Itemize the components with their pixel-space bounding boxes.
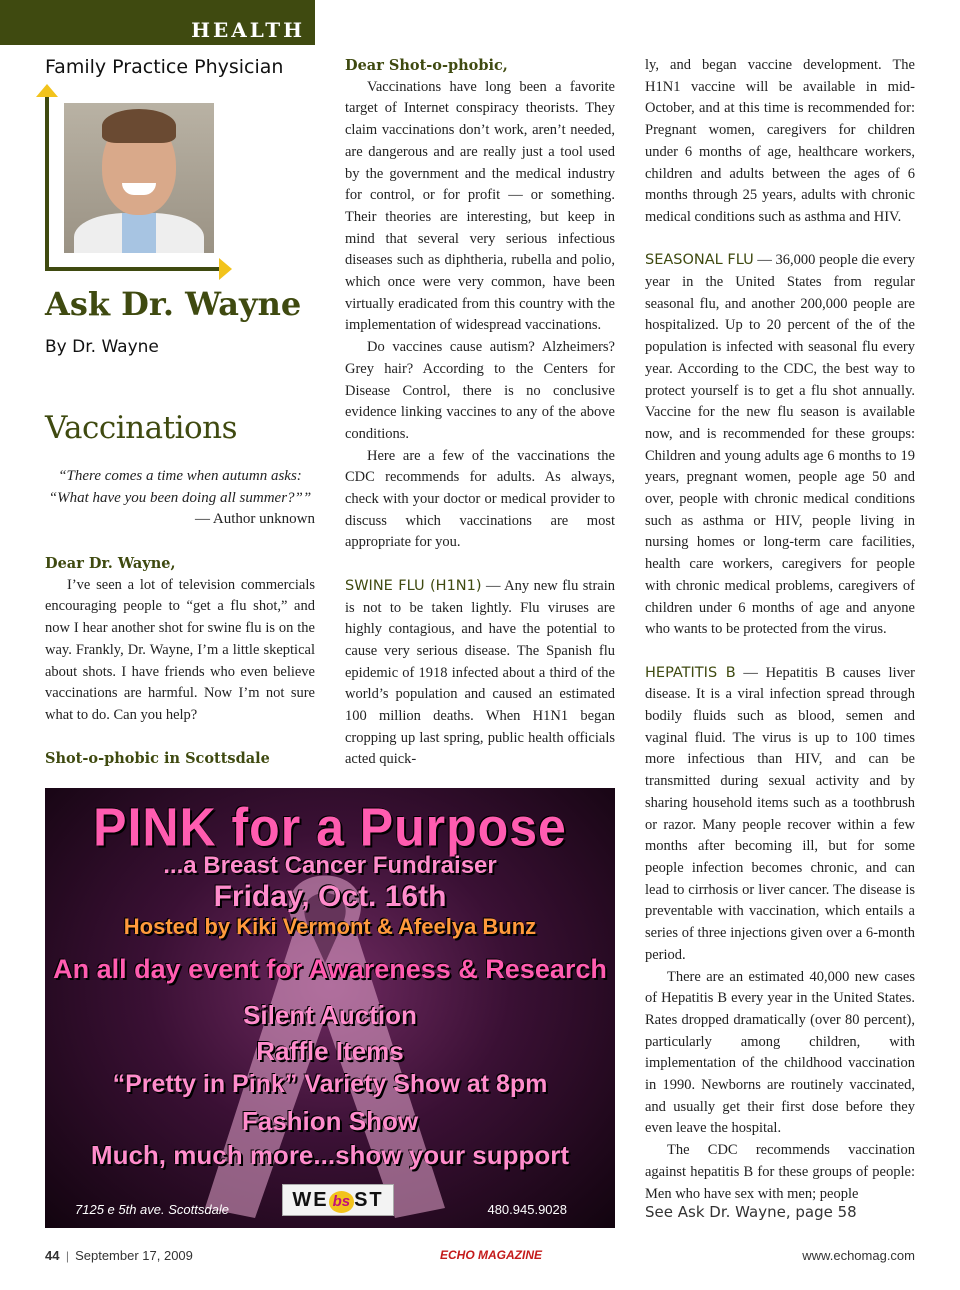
letter-signoff: Shot-o-phobic in Scottsdale bbox=[45, 749, 270, 767]
logo-right: ST bbox=[354, 1189, 384, 1211]
hepatitis-b-paragraph bbox=[645, 663, 915, 967]
ad-item: Much, much more...show your support bbox=[90, 1140, 570, 1170]
page-number: 44 bbox=[45, 1248, 60, 1263]
swine-flu-heading: SWINE FLU (H1N1) bbox=[345, 577, 482, 594]
quote-text: “There comes a time when autumn asks: “What have you been doing all summer?”” bbox=[48, 468, 312, 506]
website-link[interactable]: www.echomag.com bbox=[802, 1248, 915, 1263]
swine-flu-paragraph bbox=[345, 576, 615, 771]
letter-salutation: Dear Dr. Wayne, bbox=[45, 555, 176, 572]
swine-flu-text-part: — Any new flu strain is not to be taken lightly. Flu viruses are highly contagious, and have the potential to cause very serious disease. The Spanish flu epidemic of 1918 infected about a third of the world’s population and caused an estimated 100 million deaths. When H1N1 began cropping up last spring, public health officials acted quick- bbox=[345, 577, 616, 768]
reply-paragraph-3: Here are a few of the vaccinations the CDC recommends for adults. As always, check with your doctor or medical provider to discuss which vaccinations are most appropriate for you. bbox=[345, 447, 615, 551]
venue-logo bbox=[282, 1184, 394, 1216]
logo-mid: bs bbox=[329, 1191, 355, 1213]
reply-salutation: Dear Shot-o-phobic, bbox=[345, 57, 508, 74]
topic-heading: Vaccinations bbox=[45, 410, 238, 446]
author-photo-frame bbox=[45, 96, 230, 271]
logo-left: WE bbox=[292, 1189, 329, 1211]
section-tag: HEALTH bbox=[0, 0, 315, 45]
author-headshot bbox=[64, 103, 214, 253]
seasonal-flu-heading: SEASONAL FLU bbox=[645, 252, 754, 269]
ad-item: Silent Auction bbox=[243, 1000, 417, 1030]
fundraiser-advertisement bbox=[45, 788, 615, 1228]
seasonal-flu-text: — 36,000 people die every year in the United States from regular seasonal flu, and another 200,000 people are hospitalized. Up to 20 percent of the of the population is infected with seasonal flu every year. According to the CDC, the best way to protect yourself is to get a flu shot annually. Vaccine for the new flu season is available now, and is recommended for these groups: Children and young adults age 6 months to 19 years, pregnant women, people age 50 and over, people with chronic medical conditions such as asthma or HIV, people living in nursing homes or long-term care facilities, health care workers, caregivers for people with chronic medical problems, caregivers of children under 6 months of age and anyone who wants to be protected from the virus. bbox=[645, 252, 915, 638]
headshot-shirt bbox=[122, 213, 156, 253]
reply-column-2 bbox=[645, 55, 915, 1205]
frame-vertical-line bbox=[45, 96, 49, 271]
byline: By Dr. Wayne bbox=[45, 337, 159, 357]
ad-subtitle: ...a Breast Cancer Fundraiser bbox=[163, 852, 497, 879]
ad-phone: 480.945.9028 bbox=[487, 1202, 567, 1217]
letter-column bbox=[45, 553, 315, 769]
reply-paragraph-1: Vaccinations have long been a favorite target of Internet conspiracy theorists. They claim vaccinations don’t work, aren’t needed, are dangerous and are really just a tool used by the government and the medical industry for control, or for profit — or something. Their theories are interesting, but keep in mind that several very serious infectious diseases such as diphtheria, rubella and polio, which once were very common, have been virtually eradicated from this country with the implementation of widespread vaccinations. bbox=[345, 78, 615, 334]
hepatitis-b-heading: HEPATITIS B bbox=[645, 664, 736, 681]
hepatitis-b-paragraph-2: There are an estimated 40,000 new cases of Hepatitis B every year in the United States. Rates dropped dramatically (over 80 percent), particularly among children, with implementation of the childhood vaccination in 1990. Newborns are routinely vaccinated, and usually get their first dose before they even leave the hospital. bbox=[645, 968, 915, 1137]
page-footer bbox=[45, 1248, 915, 1268]
issue-date: September 17, 2009 bbox=[75, 1248, 193, 1263]
letter-body: I’ve seen a lot of television commercials encouraging people to “get a flu shot,” and now I hear another shot for swine flu is on the way. Frankly, Dr. Wayne, I’m a little skeptical about shots. I have friends who even believe vaccinations are harmful. Now I’m not sure what to do. Can you help? bbox=[45, 576, 315, 723]
ad-address: 7125 e 5th ave. Scottsdale bbox=[75, 1202, 229, 1217]
headshot-hair bbox=[102, 109, 176, 143]
epigraph-quote bbox=[45, 466, 315, 531]
continued-link[interactable]: See Ask Dr. Wayne, page 58 bbox=[645, 1203, 857, 1221]
ad-event: An all day event for Awareness & Research bbox=[53, 954, 607, 984]
quote-attribution: — Author unknown bbox=[195, 511, 315, 528]
ad-date: Friday, Oct. 16th bbox=[213, 880, 447, 913]
ad-item: Fashion Show bbox=[241, 1106, 419, 1136]
reply-paragraph-2: Do vaccines cause autism? Alzheimers? Grey hair? According to the Centers for Disease Control, there is no conclusive evidence linking vaccines to any of the above conditions. bbox=[345, 339, 615, 442]
magazine-name: ECHO MAGAZINE bbox=[440, 1248, 542, 1262]
arrow-right-icon bbox=[219, 258, 232, 280]
reply-column-1 bbox=[345, 55, 615, 771]
hepatitis-b-text: — Hepatitis B causes liver disease. It is a viral infection spread through bodily fluids such as blood, semen and vaginal fluid. The virus is up to 100 times more infectious than HIV, and can be transmitted during sexual activity and by sharing household items such as a toothbrush or razor. Many people recover within a few months after becoming ill, but for some people infection becomes chronic, and can lead to cirrhosis or liver cancer. The disease is preventable with vaccination, which entails a series of three injections given over a 6-month period. bbox=[645, 664, 916, 963]
ad-item: Raffle Items bbox=[256, 1036, 404, 1066]
frame-horizontal-line bbox=[45, 267, 220, 271]
column-label: Family Practice Physician bbox=[45, 56, 284, 78]
ad-hosts: Hosted by Kiki Vermont & Afeelya Bunz bbox=[123, 914, 537, 939]
arrow-up-icon bbox=[36, 84, 58, 97]
footer-divider: | bbox=[59, 1248, 76, 1263]
hepatitis-b-paragraph-3: The CDC recommends vaccination against hepatitis B for these groups of people: Men who have sex with men; people bbox=[645, 1142, 915, 1202]
swine-flu-continued: ly, and began vaccine development. The H1N1 vaccine will be available in mid-October, and at this time is recommended for: Pregnant women, caregivers for children under 6 months of age, healthcare workers, children and adults between the ages of 6 months through 25 years, adults with chronic medical conditions such as asthma and HIV. bbox=[645, 57, 915, 225]
ad-item: “Pretty in Pink” Variety Show at 8pm bbox=[112, 1070, 548, 1098]
article-title: Ask Dr. Wayne bbox=[45, 285, 302, 323]
seasonal-flu-paragraph bbox=[645, 250, 915, 641]
ad-title: PINK for a Purpose bbox=[93, 796, 567, 858]
